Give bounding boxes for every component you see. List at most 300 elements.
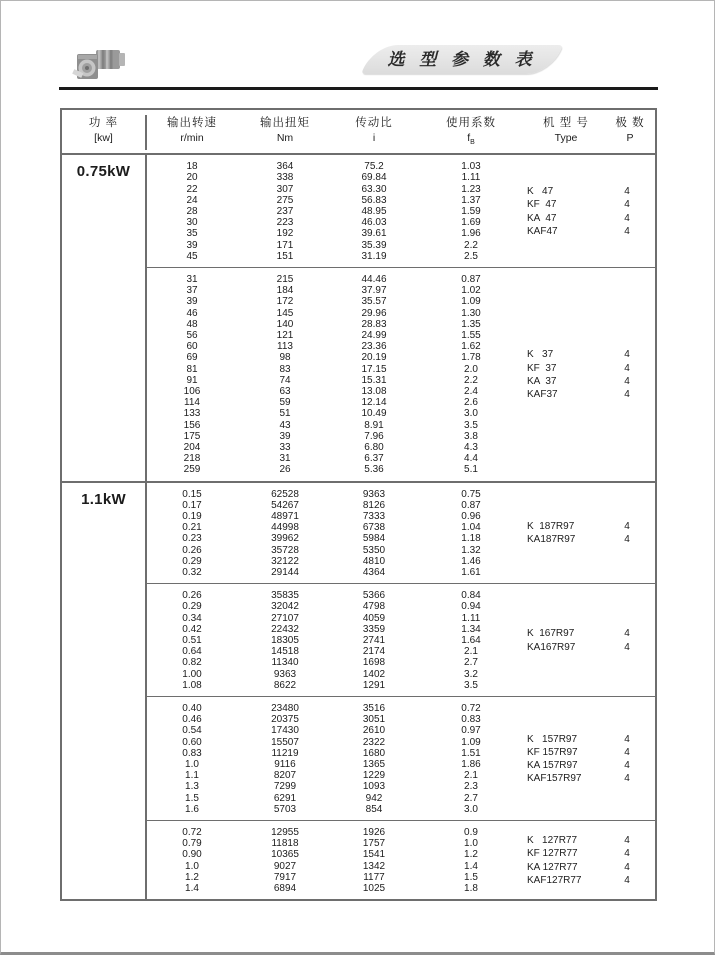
value-cell: 0.94 bbox=[461, 601, 481, 613]
value-cell: 6894 bbox=[273, 883, 297, 895]
value-cell: 1.5 bbox=[185, 792, 199, 804]
value-cell: 113 bbox=[277, 341, 293, 353]
pole-count: 4 bbox=[624, 874, 630, 886]
value-cell: 1.30 bbox=[461, 307, 481, 319]
value-cell: 0.15 bbox=[182, 488, 202, 500]
table-body bbox=[62, 155, 655, 899]
value-cell: 1.04 bbox=[461, 522, 481, 534]
value-cell: 1093 bbox=[362, 781, 386, 793]
pole-count: 4 bbox=[624, 375, 630, 387]
value-cell: 0.23 bbox=[182, 533, 202, 545]
value-cell: 1.46 bbox=[461, 555, 481, 567]
value-cell: 275 bbox=[276, 194, 294, 206]
value-cell: 2.3 bbox=[464, 781, 478, 793]
value-cell: 18305 bbox=[271, 635, 299, 647]
data-block bbox=[147, 696, 655, 820]
page-title: 选 型 参 数 表 bbox=[387, 50, 537, 69]
value-cell: 8207 bbox=[273, 770, 297, 782]
type-name: KAF157R97 bbox=[527, 773, 582, 785]
value-cell: 12955 bbox=[271, 827, 299, 839]
type-row bbox=[527, 533, 655, 546]
data-block bbox=[147, 267, 655, 481]
value-cell: 9027 bbox=[273, 860, 297, 872]
value-cell: 172 bbox=[276, 296, 294, 308]
value-cell: 1.6 bbox=[185, 803, 199, 815]
value-cell: 3.0 bbox=[464, 803, 478, 815]
value-cell: 62528 bbox=[271, 488, 299, 500]
value-cell: 2174 bbox=[362, 646, 386, 658]
value-cell: 98 bbox=[279, 352, 291, 364]
type-row bbox=[527, 874, 655, 887]
value-cell: 0.34 bbox=[182, 612, 202, 624]
value-cell: 6.37 bbox=[364, 453, 384, 465]
pole-count: 4 bbox=[624, 199, 630, 211]
value-cell: 28 bbox=[186, 205, 198, 217]
value-cell: 1.08 bbox=[182, 679, 202, 691]
value-cell: 1926 bbox=[362, 827, 386, 839]
value-cell: 35 bbox=[186, 228, 198, 240]
value-cell: 2.5 bbox=[464, 250, 478, 262]
value-cell: 0.21 bbox=[182, 522, 202, 534]
value-cell: 35.57 bbox=[361, 296, 387, 308]
value-cell: 8126 bbox=[362, 499, 386, 511]
col-header-ratio: 传动比 i bbox=[355, 117, 393, 144]
value-cell: 3.0 bbox=[464, 408, 478, 420]
type-list bbox=[527, 590, 655, 691]
value-cell: 1177 bbox=[363, 871, 385, 883]
value-cell: 22 bbox=[186, 183, 198, 195]
value-cell: 0.72 bbox=[182, 827, 202, 839]
value-cell: 0.29 bbox=[182, 601, 202, 613]
type-list bbox=[527, 827, 655, 894]
value-cell: 1.5 bbox=[464, 871, 478, 883]
value-cell: 171 bbox=[276, 239, 294, 251]
value-cell: 2322 bbox=[362, 736, 386, 748]
value-cell: 7299 bbox=[273, 781, 297, 793]
type-list bbox=[527, 274, 655, 476]
value-cell: 2.7 bbox=[464, 657, 478, 669]
value-cell: 121 bbox=[276, 329, 294, 341]
value-cell: 91 bbox=[186, 374, 198, 386]
value-cell: 28.83 bbox=[361, 318, 387, 330]
pole-count: 4 bbox=[624, 212, 630, 224]
type-row bbox=[527, 641, 655, 654]
gearmotor-photo bbox=[71, 45, 129, 85]
type-row bbox=[527, 847, 655, 860]
type-list bbox=[527, 489, 655, 579]
value-cell: 1.02 bbox=[461, 285, 481, 297]
value-cell: 56 bbox=[186, 329, 198, 341]
type-name: K 157R97 bbox=[527, 733, 578, 745]
type-name: KA167R97 bbox=[527, 641, 576, 653]
value-cell: 1.0 bbox=[464, 838, 478, 850]
type-row bbox=[527, 348, 655, 361]
value-cell: 32042 bbox=[271, 601, 299, 613]
power-section bbox=[62, 155, 655, 480]
value-cell: 51 bbox=[279, 408, 291, 420]
value-cell: 1.4 bbox=[464, 860, 478, 872]
type-row bbox=[527, 627, 655, 640]
value-cell: 1.78 bbox=[461, 352, 481, 364]
value-cell: 10.49 bbox=[361, 408, 387, 420]
value-cell: 46 bbox=[186, 307, 198, 319]
value-cell: 39 bbox=[186, 239, 198, 251]
pole-count: 4 bbox=[624, 521, 630, 533]
type-row bbox=[527, 362, 655, 375]
value-cell: 1.34 bbox=[461, 623, 481, 635]
value-cell: 30 bbox=[186, 217, 198, 229]
value-cell: 46.03 bbox=[361, 217, 387, 229]
value-cell: 0.87 bbox=[461, 273, 481, 285]
data-block bbox=[147, 155, 655, 267]
type-name: KF 157R97 bbox=[527, 746, 578, 758]
type-name: KAF37 bbox=[527, 388, 558, 400]
value-cell: 12.14 bbox=[361, 397, 387, 409]
value-cell: 24.99 bbox=[361, 329, 387, 341]
value-cell: 29144 bbox=[271, 567, 299, 578]
type-name: KA187R97 bbox=[527, 534, 576, 546]
type-row bbox=[527, 733, 655, 746]
value-cell: 5.1 bbox=[464, 464, 478, 476]
type-list bbox=[527, 161, 655, 262]
value-cell: 0.19 bbox=[182, 510, 202, 522]
value-cell: 5984 bbox=[362, 533, 386, 545]
value-cell: 0.26 bbox=[182, 590, 202, 602]
value-cell: 60 bbox=[186, 341, 198, 353]
value-cell: 1.18 bbox=[461, 533, 481, 545]
value-cell: 1.37 bbox=[461, 194, 481, 206]
value-cell: 1229 bbox=[362, 770, 386, 782]
type-row bbox=[527, 759, 655, 772]
value-cell: 0.40 bbox=[182, 703, 202, 715]
col-header-poles: 极 数 P bbox=[615, 117, 645, 144]
value-cell: 17.15 bbox=[361, 363, 387, 375]
value-cell: 4.3 bbox=[464, 441, 478, 453]
value-cell: 37.97 bbox=[361, 285, 387, 297]
value-cell: 39962 bbox=[271, 533, 299, 545]
value-cell: 11818 bbox=[271, 838, 299, 850]
value-cell: 114 bbox=[184, 397, 200, 409]
table-header-row bbox=[62, 110, 655, 155]
value-cell: 43 bbox=[279, 419, 291, 431]
section-blocks bbox=[147, 483, 655, 900]
type-name: KA 37 bbox=[527, 375, 557, 387]
type-row bbox=[527, 388, 655, 401]
value-cell: 364 bbox=[276, 161, 294, 173]
numeric-grid bbox=[147, 274, 527, 476]
value-cell: 0.46 bbox=[182, 714, 202, 726]
value-cell: 3.5 bbox=[464, 679, 478, 691]
value-cell: 1.59 bbox=[461, 205, 481, 217]
numeric-grid bbox=[147, 827, 527, 894]
pole-count: 4 bbox=[624, 848, 630, 860]
value-cell: 4.4 bbox=[464, 453, 478, 465]
value-cell: 5703 bbox=[273, 803, 297, 815]
value-cell: 48971 bbox=[271, 510, 299, 522]
type-row bbox=[527, 198, 655, 211]
value-cell: 7.96 bbox=[364, 430, 384, 442]
value-cell: 4810 bbox=[362, 555, 386, 567]
data-block bbox=[147, 820, 655, 899]
value-cell: 1.0 bbox=[185, 860, 199, 872]
value-cell: 145 bbox=[276, 307, 294, 319]
value-cell: 237 bbox=[276, 205, 294, 217]
value-cell: 1.2 bbox=[464, 849, 478, 861]
value-cell: 10365 bbox=[271, 849, 299, 861]
value-cell: 1698 bbox=[362, 657, 386, 669]
value-cell: 0.60 bbox=[182, 736, 202, 748]
numeric-grid bbox=[147, 590, 527, 691]
type-row bbox=[527, 746, 655, 759]
value-cell: 3.2 bbox=[464, 668, 478, 680]
value-cell: 29.96 bbox=[361, 307, 387, 319]
value-cell: 1342 bbox=[362, 860, 386, 872]
type-name: KA 127R77 bbox=[527, 861, 578, 873]
value-cell: 1.00 bbox=[182, 668, 202, 680]
value-cell: 6.80 bbox=[364, 441, 384, 453]
value-cell: 1.1 bbox=[185, 770, 199, 782]
type-name: KA 157R97 bbox=[527, 760, 578, 772]
value-cell: 20.19 bbox=[361, 352, 387, 364]
data-block bbox=[147, 483, 655, 584]
value-cell: 0.90 bbox=[182, 849, 202, 861]
pole-count: 4 bbox=[624, 186, 630, 198]
type-list bbox=[527, 703, 655, 815]
pole-count: 4 bbox=[624, 362, 630, 374]
value-cell: 31.19 bbox=[361, 250, 387, 262]
value-cell: 1.2 bbox=[185, 871, 199, 883]
value-cell: 133 bbox=[183, 408, 201, 420]
type-name: KAF127R77 bbox=[527, 874, 582, 886]
value-cell: 69 bbox=[186, 352, 198, 364]
type-row bbox=[527, 861, 655, 874]
value-cell: 259 bbox=[183, 464, 201, 476]
value-cell: 223 bbox=[276, 217, 294, 229]
value-cell: 1.62 bbox=[461, 341, 481, 353]
value-cell: 0.29 bbox=[182, 555, 202, 567]
value-cell: 18 bbox=[186, 161, 198, 173]
pole-count: 4 bbox=[624, 388, 630, 400]
value-cell: 1757 bbox=[362, 838, 386, 850]
value-cell: 1680 bbox=[362, 747, 386, 759]
value-cell: 0.79 bbox=[182, 838, 202, 850]
power-section bbox=[62, 481, 655, 900]
section-blocks bbox=[147, 155, 655, 480]
value-cell: 1025 bbox=[362, 883, 386, 895]
value-cell: 1541 bbox=[362, 849, 386, 861]
page-title-badge bbox=[367, 45, 557, 74]
value-cell: 2.2 bbox=[464, 374, 478, 386]
type-name: KF 47 bbox=[527, 199, 557, 211]
value-cell: 1402 bbox=[362, 668, 386, 680]
type-row bbox=[527, 375, 655, 388]
pole-count: 4 bbox=[624, 733, 630, 745]
col-header-service-factor: 使用系数 $f_B$ bbox=[446, 117, 496, 147]
value-cell: 5350 bbox=[362, 544, 386, 556]
value-cell: 11340 bbox=[271, 657, 299, 669]
value-cell: 8622 bbox=[273, 679, 297, 691]
value-cell: 14518 bbox=[271, 646, 299, 658]
value-cell: 3.5 bbox=[464, 419, 478, 431]
value-cell: 2.1 bbox=[464, 770, 478, 782]
value-cell: 0.54 bbox=[182, 725, 202, 737]
col-header-output-speed: 输出转速 r/min bbox=[167, 117, 217, 144]
value-cell: 3051 bbox=[362, 714, 386, 726]
value-cell: 44998 bbox=[271, 522, 299, 534]
value-cell: 2610 bbox=[362, 725, 386, 737]
type-row bbox=[527, 185, 655, 198]
value-cell: 3359 bbox=[362, 623, 386, 635]
value-cell: 22432 bbox=[271, 623, 299, 635]
value-cell: 0.96 bbox=[461, 510, 481, 522]
value-cell: 7333 bbox=[362, 510, 386, 522]
value-cell: 32122 bbox=[271, 555, 299, 567]
value-cell: 9363 bbox=[362, 488, 386, 500]
value-cell: 1.35 bbox=[461, 318, 481, 330]
value-cell: 0.72 bbox=[461, 703, 481, 715]
value-cell: 48.95 bbox=[361, 205, 387, 217]
value-cell: 3516 bbox=[362, 703, 386, 715]
type-name: K 37 bbox=[527, 349, 554, 361]
type-row bbox=[527, 520, 655, 533]
value-cell: 17430 bbox=[271, 725, 299, 737]
value-cell: 23480 bbox=[271, 703, 299, 715]
value-cell: 192 bbox=[276, 228, 294, 240]
pole-count: 4 bbox=[624, 628, 630, 640]
value-cell: 0.82 bbox=[182, 657, 202, 669]
type-name: K 187R97 bbox=[527, 521, 575, 533]
value-cell: 3.8 bbox=[464, 430, 478, 442]
value-cell: 20375 bbox=[271, 714, 299, 726]
value-cell: 59 bbox=[279, 397, 291, 409]
col-header-power: 功 率 [kw] bbox=[62, 115, 147, 150]
value-cell: 0.64 bbox=[182, 646, 202, 658]
value-cell: 15507 bbox=[271, 736, 299, 748]
value-cell: 1365 bbox=[362, 759, 386, 771]
value-cell: 2.1 bbox=[464, 646, 478, 658]
pole-count: 4 bbox=[624, 760, 630, 772]
value-cell: 0.87 bbox=[461, 499, 481, 511]
value-cell: 0.42 bbox=[182, 623, 202, 635]
value-cell: 151 bbox=[276, 250, 294, 262]
value-cell: 48 bbox=[186, 318, 198, 330]
data-block bbox=[147, 583, 655, 696]
value-cell: 69.84 bbox=[361, 172, 387, 184]
value-cell: 44.46 bbox=[361, 273, 387, 285]
value-cell: 13.08 bbox=[361, 385, 387, 397]
value-cell: 4059 bbox=[362, 612, 386, 624]
value-cell: 1.96 bbox=[461, 228, 481, 240]
value-cell: 9363 bbox=[273, 668, 297, 680]
value-cell: 106 bbox=[183, 385, 201, 397]
type-name: KA 47 bbox=[527, 212, 557, 224]
value-cell: 81 bbox=[186, 363, 198, 375]
value-cell: 83 bbox=[279, 363, 291, 375]
value-cell: 156 bbox=[183, 419, 201, 431]
value-cell: 307 bbox=[276, 183, 294, 195]
value-cell: 140 bbox=[276, 318, 294, 330]
value-cell: 1.0 bbox=[185, 759, 199, 771]
value-cell: 1.09 bbox=[461, 736, 481, 748]
value-cell: 6291 bbox=[273, 792, 297, 804]
value-cell: 8.91 bbox=[364, 419, 384, 431]
value-cell: 35835 bbox=[271, 590, 299, 602]
pole-count: 4 bbox=[624, 773, 630, 785]
value-cell: 1.3 bbox=[185, 781, 199, 793]
value-cell: 0.26 bbox=[182, 544, 202, 556]
value-cell: 2.0 bbox=[464, 363, 478, 375]
value-cell: 37 bbox=[186, 285, 198, 297]
value-cell: 0.51 bbox=[182, 635, 202, 647]
value-cell: 1.11 bbox=[461, 172, 481, 184]
value-cell: 1.61 bbox=[461, 567, 481, 578]
value-cell: 45 bbox=[186, 250, 198, 262]
value-cell: 1.09 bbox=[461, 296, 481, 308]
pole-count: 4 bbox=[624, 534, 630, 546]
value-cell: 23.36 bbox=[361, 341, 387, 353]
value-cell: 338 bbox=[276, 172, 294, 184]
value-cell: 15.31 bbox=[361, 374, 387, 386]
value-cell: 54267 bbox=[271, 499, 299, 511]
value-cell: 33 bbox=[279, 441, 291, 453]
value-cell: 204 bbox=[183, 441, 201, 453]
value-cell: 4798 bbox=[362, 601, 386, 613]
pole-count: 4 bbox=[624, 225, 630, 237]
value-cell: 63 bbox=[279, 385, 291, 397]
header-rule bbox=[59, 87, 658, 90]
value-cell: 75.2 bbox=[364, 161, 384, 173]
value-cell: 39 bbox=[279, 430, 291, 442]
value-cell: 2.7 bbox=[464, 792, 478, 804]
value-cell: 39 bbox=[186, 296, 198, 308]
value-cell: 1.64 bbox=[461, 635, 481, 647]
value-cell: 1.86 bbox=[461, 759, 481, 771]
value-cell: 2.6 bbox=[464, 397, 478, 409]
value-cell: 218 bbox=[183, 453, 201, 465]
value-cell: 1.8 bbox=[464, 883, 478, 895]
value-cell: 1.51 bbox=[461, 747, 481, 759]
value-cell: 1.03 bbox=[461, 161, 481, 173]
value-cell: 4364 bbox=[362, 567, 386, 578]
col-header-type: 机 型 号 Type bbox=[543, 117, 589, 144]
value-cell: 1.4 bbox=[185, 883, 199, 895]
value-cell: 175 bbox=[183, 430, 201, 442]
value-cell: 9116 bbox=[274, 759, 296, 771]
value-cell: 56.83 bbox=[361, 194, 387, 206]
value-cell: 7917 bbox=[273, 871, 297, 883]
type-row bbox=[527, 225, 655, 238]
value-cell: 31 bbox=[279, 453, 291, 465]
pole-count: 4 bbox=[624, 746, 630, 758]
value-cell: 184 bbox=[276, 285, 294, 297]
value-cell: 35728 bbox=[271, 544, 299, 556]
power-label: 1.1kW bbox=[62, 483, 147, 900]
value-cell: 6738 bbox=[362, 522, 386, 534]
value-cell: 5.36 bbox=[364, 464, 384, 476]
type-name: K 127R77 bbox=[527, 835, 578, 847]
col-header-output-torque: 输出扭矩 Nm bbox=[260, 117, 310, 144]
value-cell: 854 bbox=[365, 803, 383, 815]
value-cell: 2.2 bbox=[464, 239, 478, 251]
value-cell: 11219 bbox=[271, 747, 299, 759]
value-cell: 1.11 bbox=[461, 612, 481, 624]
value-cell: 27107 bbox=[271, 612, 299, 624]
value-cell: 215 bbox=[276, 273, 294, 285]
value-cell: 20 bbox=[186, 172, 198, 184]
numeric-grid bbox=[147, 161, 527, 262]
numeric-grid bbox=[147, 703, 527, 815]
value-cell: 1.55 bbox=[461, 329, 481, 341]
